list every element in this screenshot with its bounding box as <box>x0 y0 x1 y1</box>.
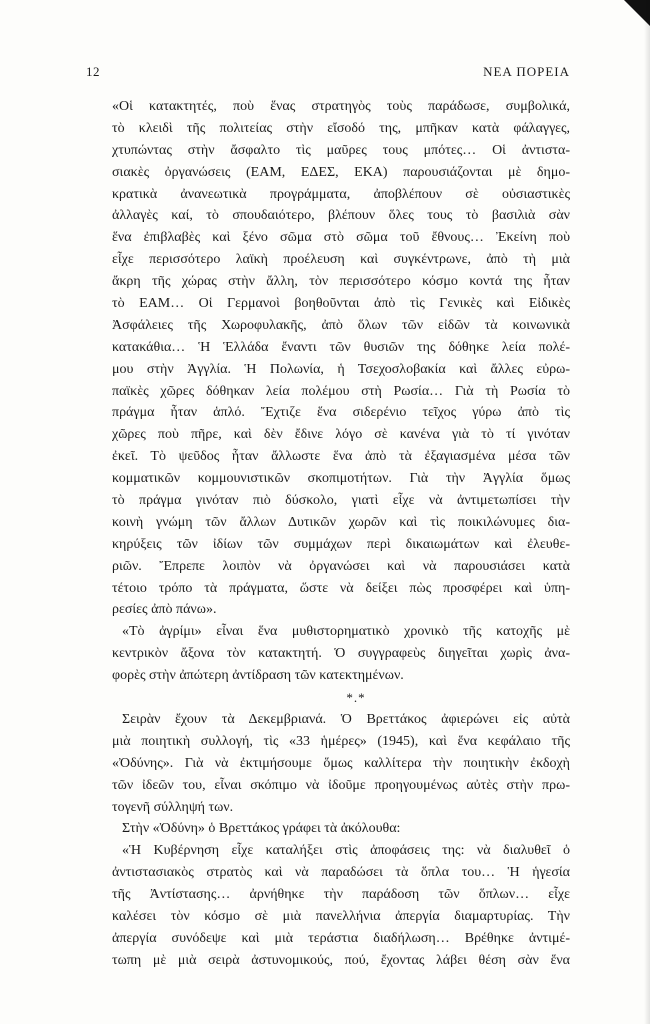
text-line: τὸ πράγμα γινόταν πιὸ δύσκολο, γιατὶ εἶχε νὰ ἀντιμετωπίσει τὴν <box>112 493 570 509</box>
text-line: τῶν ἰδεῶν του, εἶναι σκόπιμο νὰ ἰδοῦμε προηγουμένως αὐτὲς στὴν πρω- <box>112 777 570 793</box>
text-line: κεντρικὸν ἄξονα τὸν κατακτητή. Ὁ συγγραφεὺς διηγεῖται χωρὶς ἀνα- <box>112 646 570 662</box>
text-line: ἀντιστασιακὸς στρατὸς καὶ νὰ παραδώσει τὰ ὅπλα του… Ἡ ἡγεσία <box>112 865 570 881</box>
text-line: «Ἡ Κυβέρνηση εἶχε καταλήξει στὶς ἀποφάσεις της: νὰ διαλυθεῖ ὁ <box>122 843 570 859</box>
text-line: φορὲς στὴν ἀπώτερη ἀντίδραση τῶν κατεκτημένων. <box>112 668 404 684</box>
text-line: κρατικὰ ἀνανεωτικὰ προγράμματα, ἀποβλέπουν σὲ οὐσιαστικὲς <box>112 186 570 202</box>
text-line: ρεσίες ἀπὸ πάνω». <box>112 602 217 618</box>
text-line: ἀπεργία συνόδεψε καὶ μιὰ τεράστια διαδήλωση… Βρέθηκε ἀντιμέ- <box>112 930 570 946</box>
text-line: παϊκὲς χῶρες δόθηκαν λεία πολέμου στὴ Ρωσία… Γιὰ τὴ Ρωσία τὸ <box>112 383 570 399</box>
text-line: κομματικῶν κομμουνιστικῶν σκοπιμοτήτων. Γιὰ τὴν Ἀγγλία ὅμως <box>112 471 570 487</box>
text-line: τογενῆ σύλληψή των. <box>112 799 234 815</box>
text-line: ἄκρη τῆς χώρας στὴν ἄλλη, τὸν περισσότερο κόσμο κοντά της ἦταν <box>112 274 570 290</box>
text-line: κοινὴ γνώμη τῶν ἄλλων Δυτικῶν χωρῶν καὶ τὶς ποικιλώνυμες δια- <box>112 514 570 530</box>
text-line: εἶχε περισσότερο λαϊκὴ προέλευση καὶ συγκέντρωνε, ἀπὸ τὴ μιὰ <box>112 252 570 268</box>
text-line: καλέσει τὸν κόσμο σὲ μιὰ πανελλήνια ἀπεργία διαμαρτυρίας. Τὴν <box>112 908 570 924</box>
page-number: 12 <box>86 64 100 79</box>
running-title: ΝΕΑ ΠΟΡΕΙΑ <box>483 64 570 79</box>
text-line: κηρύξεις τῶν ἰδίων τῶν συμμάχων περὶ δικαιωμάτων καὶ ἐλευθε- <box>112 536 570 552</box>
section-separator: *.* <box>346 690 366 706</box>
text-line: τωπη μὲ μιὰ σειρὰ ἀστυνομικούς, πού, ἔχοντας λάβει θέση σὰν ἕνα <box>112 952 570 968</box>
text-line: ἐκεῖ. Τὸ ψεῦδος ἦταν ἄλλωστε ἕνα ἀπὸ τὰ ἐξαγιασμένα μέσα τῶν <box>112 449 570 465</box>
text-line: χτυπώντας στὴν ἄσφαλτο τὶς μαῦρες τους μπότες… Οἱ ἀντιστα- <box>112 142 570 158</box>
text-line: Ἀσφάλειες τῆς Χωροφυλακῆς, ἀπὸ ὅλων τῶν εἰδῶν τὰ κοινωνικὰ <box>112 317 570 333</box>
text-line: Σειρὰν ἔχουν τὰ Δεκεμβριανά. Ὁ Βρεττάκος ἀφιερώνει εἰς αὐτὰ <box>122 711 570 727</box>
text-line: τῆς Ἀντίστασης… ἀρνήθηκε τὴν παράδοση τῶν ὅπλων… εἶχε <box>112 887 570 903</box>
text-line: Στὴν «Ὀδύνη» ὁ Βρεττάκος γράφει τὰ ἀκόλουθα: <box>122 821 401 837</box>
text-line: μου στὴν Ἀγγλία. Ἡ Πολωνία, ἡ Τσεχοσλοβακία καὶ ἄλλες εὐρω- <box>112 361 570 377</box>
text-line: τὸ κλειδὶ τῆς πολιτείας στὴν εἴσοδό της, μπῆκαν κατὰ φάλαγγες, <box>112 120 570 136</box>
page-edge-shade <box>644 0 650 1024</box>
text-line: «Οἱ κατακτητές, ποὺ ἕνας στρατηγὸς τοὺς παράδωσε, συμβολικά, <box>112 99 570 114</box>
text-line: ἕνα ἐπιβλαβὲς καὶ ξένο σῶμα στὸ σῶμα τοῦ ἔθνους… Ἐκείνη ποὺ <box>112 230 570 246</box>
text-line: τὸ ΕΑΜ… Οἱ Γερμανοὶ βοηθοῦνται ἀπὸ τὶς Γενικὲς καὶ Εἰδικὲς <box>112 296 570 312</box>
text-line: πράγμα ἦταν ἁπλό. Ἔχτιζε ἕνα σιδερένιο τεῖχος γύρω ἀπὸ τὶς <box>112 405 570 421</box>
text-line: ριῶν. Ἔπρεπε λοιπὸν νὰ ὀργανώσει καὶ νὰ παρουσιάσει κατὰ <box>112 558 570 574</box>
text-line: «Ὀδύνης». Γιὰ νὰ ἐκτιμήσουμε ὅμως καλλίτερα τὴν ποιητικὴν ἐκδοχὴ <box>112 755 570 771</box>
text-line: μιὰ ποιητικὴ συλλογή, τὶς «33 ἡμέρες» (1945), καὶ ἕνα κεφάλαιο τῆς <box>112 733 570 749</box>
body-text <box>112 96 570 972</box>
text-line: χῶρες ποὺ πῆρε, καὶ δὲν ἔδινε λόγο σὲ κανένα γιὰ τὸ τί γινόταν <box>112 427 570 443</box>
text-line: ἀλλαγὲς καί, τὸ σπουδαιότερο, βλέπουν ὅλες τους τὸ βασιλιὰ σὰν <box>112 208 570 224</box>
text-line: «Τὸ ἀγρίμι» εἶναι ἕνα μυθιστορηματικὸ χρονικὸ τῆς κατοχῆς μὲ <box>122 624 570 640</box>
text-line: τέτοιο τρόπο τὰ πράγματα, ὥστε νὰ δείξει πὼς προσφέρει καὶ ὑπη- <box>112 580 570 596</box>
running-head <box>86 64 570 84</box>
text-line: σιακὲς ὀργανώσεις (ΕΑΜ, ΕΔΕΣ, ΕΚΑ) παρουσιάζονται μὲ δημο- <box>112 164 570 180</box>
text-line: κατακάθια… Ἡ Ἑλλάδα ἔναντι τῶν θυσιῶν της δόθηκε λεία πολέ- <box>112 339 570 355</box>
